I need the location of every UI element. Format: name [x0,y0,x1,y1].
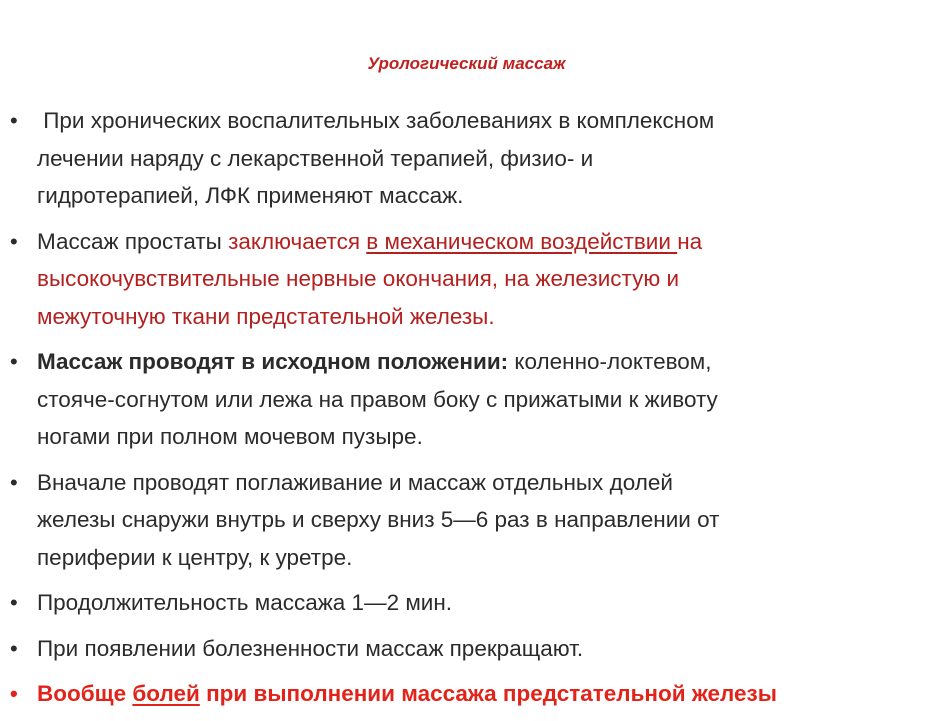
highlight-line: высокочувствительные нервные окончания, на железистую и [37,266,680,291]
underlined-warning-text: болей [132,681,200,706]
bullet-icon: • [10,349,18,374]
bullet-line [37,223,915,261]
bullet-item-7 [10,675,915,713]
bullet-icon: • [10,108,18,133]
warning-line [37,675,915,713]
bullet-icon: • [10,681,18,706]
bullet-line: стояче-согнутом или лежа на правом боку с прижатыми к животу [37,386,718,412]
bullet-item-1 [10,102,915,215]
bullet-icon: • [10,590,18,615]
warning-text: Вообще [37,681,133,706]
bullet-line: Вначале проводят поглаживание и массаж отдельных долей [37,469,673,495]
highlight-text: на [677,228,703,254]
bullet-list [10,102,915,721]
bullet-item-5 [10,584,915,622]
highlight-line: межуточную ткани предстательной железы. [37,303,495,329]
bullet-item-4 [10,464,915,577]
bullet-icon: • [10,635,18,661]
bullet-line: При хронических воспалительных заболеваниях в комплексном [37,108,715,133]
highlight-text: заключается [228,228,367,254]
text-segment: коленно-локтевом, [508,349,712,374]
bullet-item-2 [10,223,915,336]
bullet-line: гидротерапией, ЛФК применяют массаж. [37,183,464,208]
bullet-line: Продолжительность массажа 1—2 мин. [37,590,453,615]
bullet-line: ногами при полном мочевом пузыре. [37,424,423,449]
bold-text: Массаж проводят в исходном положении: [37,349,509,374]
underlined-highlight-text: в механическом воздействии [366,228,678,254]
bullet-line: железы снаружи внутрь и сверху вниз 5—6 раз в направлении от [37,507,720,532]
bullet-line [37,343,915,381]
bullet-item-3 [10,343,915,456]
bullet-icon: • [10,228,18,254]
slide-title: Урологический массаж [367,54,566,73]
bullet-line: При появлении болезненности массаж прекращают. [37,635,584,661]
bullet-line: лечении наряду с лекарственной терапией, физио- и [37,145,594,171]
text-segment: Массаж простаты [37,228,229,254]
bullet-line: периферии к центру, к уретре. [37,544,353,570]
bullet-item-6 [10,630,915,668]
warning-text: при выполнении массажа предстательной железы [199,681,777,706]
bullet-icon: • [10,469,18,495]
